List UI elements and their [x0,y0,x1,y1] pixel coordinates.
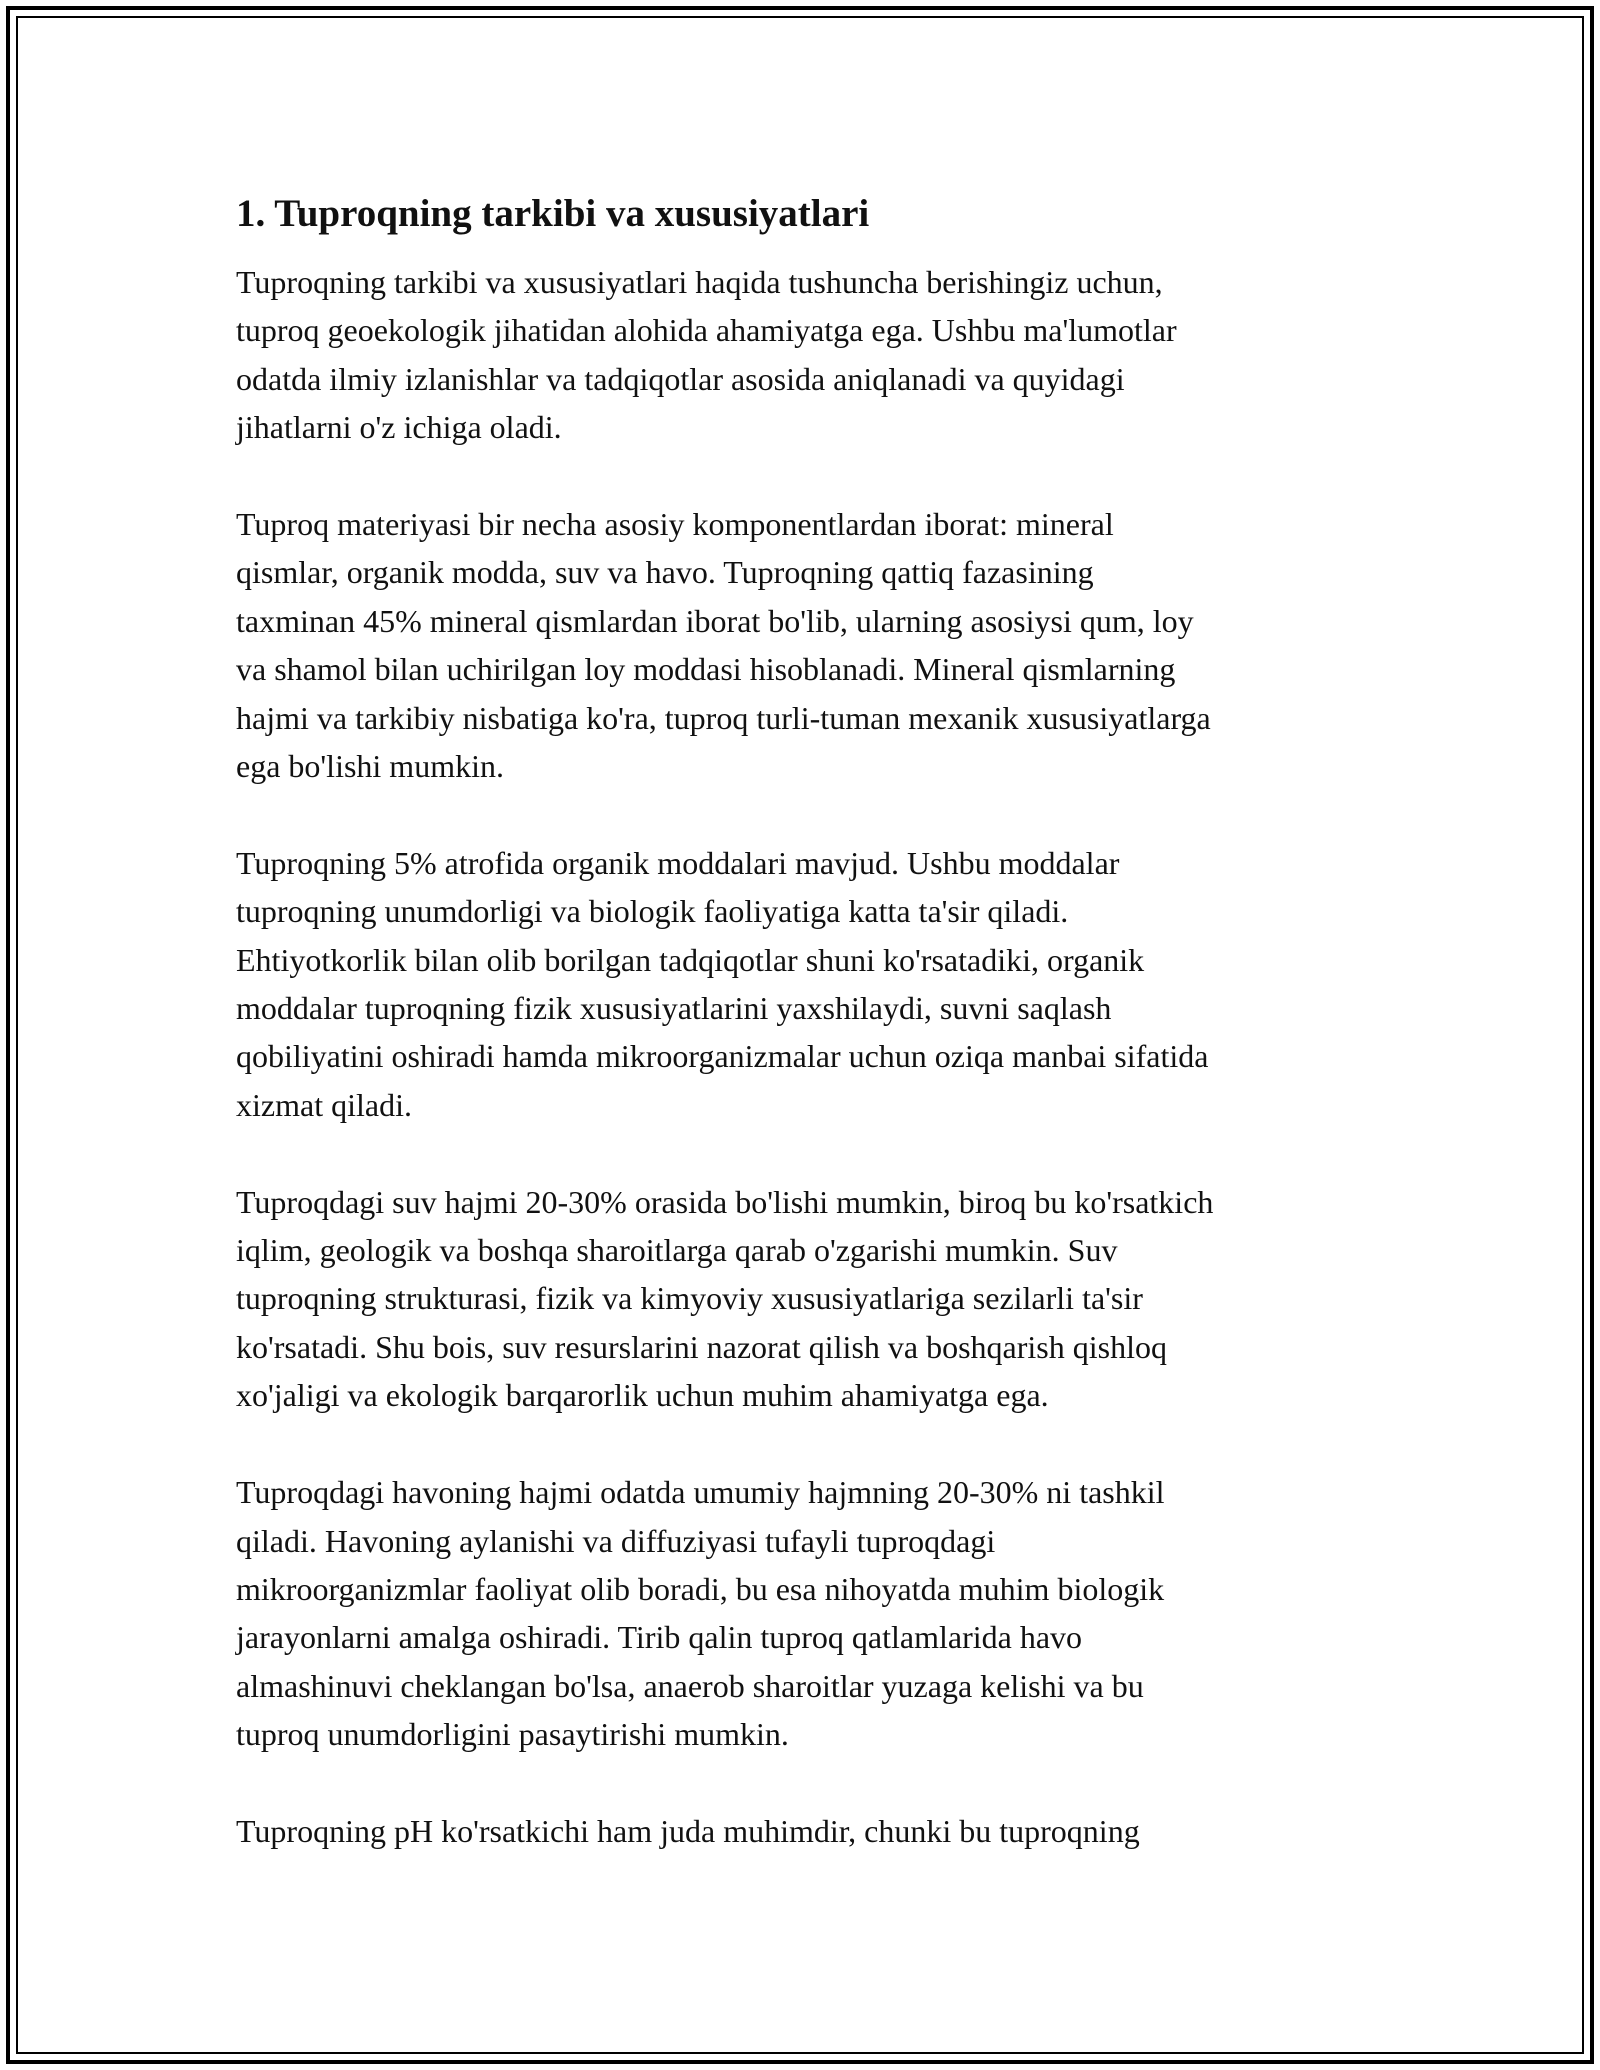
paragraph-intro: Tuproqning tarkibi va xususiyatlari haqida tushuncha berishingiz uchun, tuproq geoekologik jihatidan alohida ahamiyatga ega. Ushbu ma'lumotlar odatda ilmiy izlanishlar va tadqiqotlar asosida aniqlanadi va quyidagi jihatlarni o'z ichiga oladi. [236,264,1177,446]
document-body [236,186,1366,1855]
paragraph-soil-air: Tuproqdagi havoning hajmi odatda umumiy hajmning 20-30% ni tashkil qiladi. Havoning aylanishi va diffuziyasi tufayli tuproqdagi mikroorganizmlar faoliyat olib boradi, bu esa nihoyatda muhim biologik jarayonlarni amalga oshiradi. Tirib qalin tuproq qatlamlarida havo almashinuvi cheklangan bo'lsa, anaerob sharoitlar yuzaga kelishi va bu tuproq unumdorligini pasaytirishi mumkin. [236,1474,1165,1753]
paragraph-organic-matter: Tuproqning 5% atrofida organik moddalari mavjud. Ushbu moddalar tuproqning unumdorligi va biologik faoliyatiga katta ta'sir qiladi. Ehtiyotkorlik bilan olib borilgan tadqiqotlar shuni ko'rsatadiki, organik moddalar tuproqning fizik xususiyatlarini yaxshilaydi, suvni saqlash qobiliyatini oshiradi hamda mikroorganizmalar uchun oziqa manbai sifatida xizmat qiladi. [236,844,1209,1123]
paragraph-soil-ph: Tuproqning pH ko'rsatkichi ham juda muhimdir, chunki bu tuproqning [236,1812,1140,1849]
paragraph-mineral-composition: Tuproq materiyasi bir necha asosiy komponentlardan iborat: mineral qismlar, organik modda, suv va havo. Tuproqning qattiq fazasining taxminan 45% mineral qismlardan iborat bo'lib, ularning asosiysi qum, loy va shamol bilan uchirilgan loy moddasi hisoblanadi. Mineral qismlarning hajmi va tarkibiy nisbatiga ko'ra, tuproq turli-tuman mexanik xususiyatlarga ega bo'lishi mumkin. [236,506,1211,785]
paragraph-soil-water: Tuproqdagi suv hajmi 20-30% orasida bo'lishi mumkin, biroq bu ko'rsatkich iqlim, geologik va boshqa sharoitlarga qarab o'zgarishi mumkin. Suv tuproqning strukturasi, fizik va kimyoviy xususiyatlariga sezilarli ta'sir ko'rsatadi. Shu bois, suv resurslarini nazorat qilish va boshqarish qishloq xo'jaligi va ekologik barqarorlik uchun muhim ahamiyatga ega. [236,1183,1214,1414]
section-heading: 1. Tuproqning tarkibi va xususiyatlari [236,192,870,235]
